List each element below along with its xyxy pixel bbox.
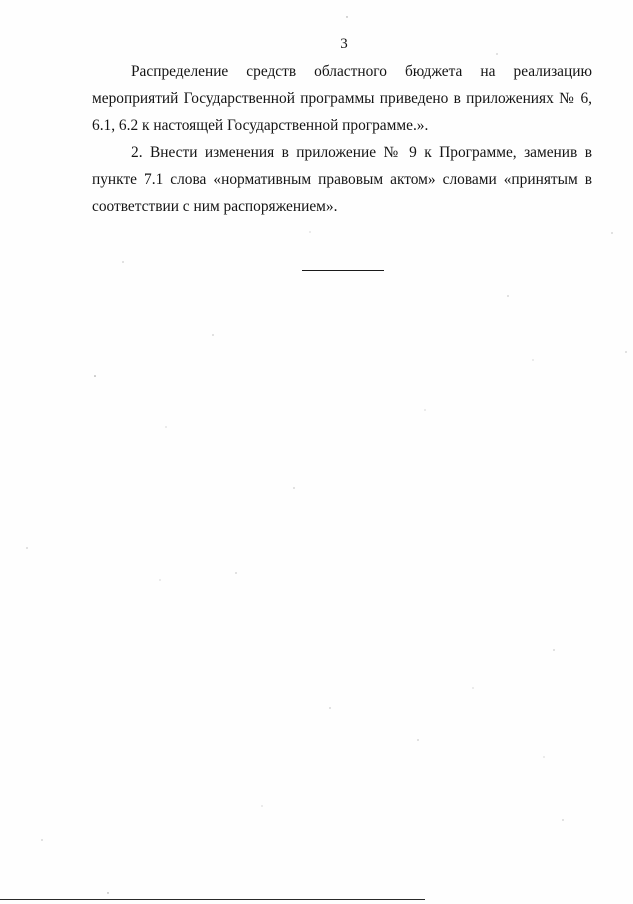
scan-bottom-edge [0,899,425,900]
paragraph-amendment: 2. Внести изменения в приложение № 9 к Программе, заменив в пункте 7.1 слова «нормативным правовым актом» словами «принятым в соответствии с ним распоряжением». [92,144,592,215]
document-body [92,58,592,220]
paragraph-budget-distribution: Распределение средств областного бюджета на реализацию мероприятий Государственной программы приведено в приложениях № 6, 6.1, 6.2 к настоящей Государственной программе.». [92,63,592,134]
end-of-text-separator [302,270,384,271]
page-number: 3 [340,36,348,52]
